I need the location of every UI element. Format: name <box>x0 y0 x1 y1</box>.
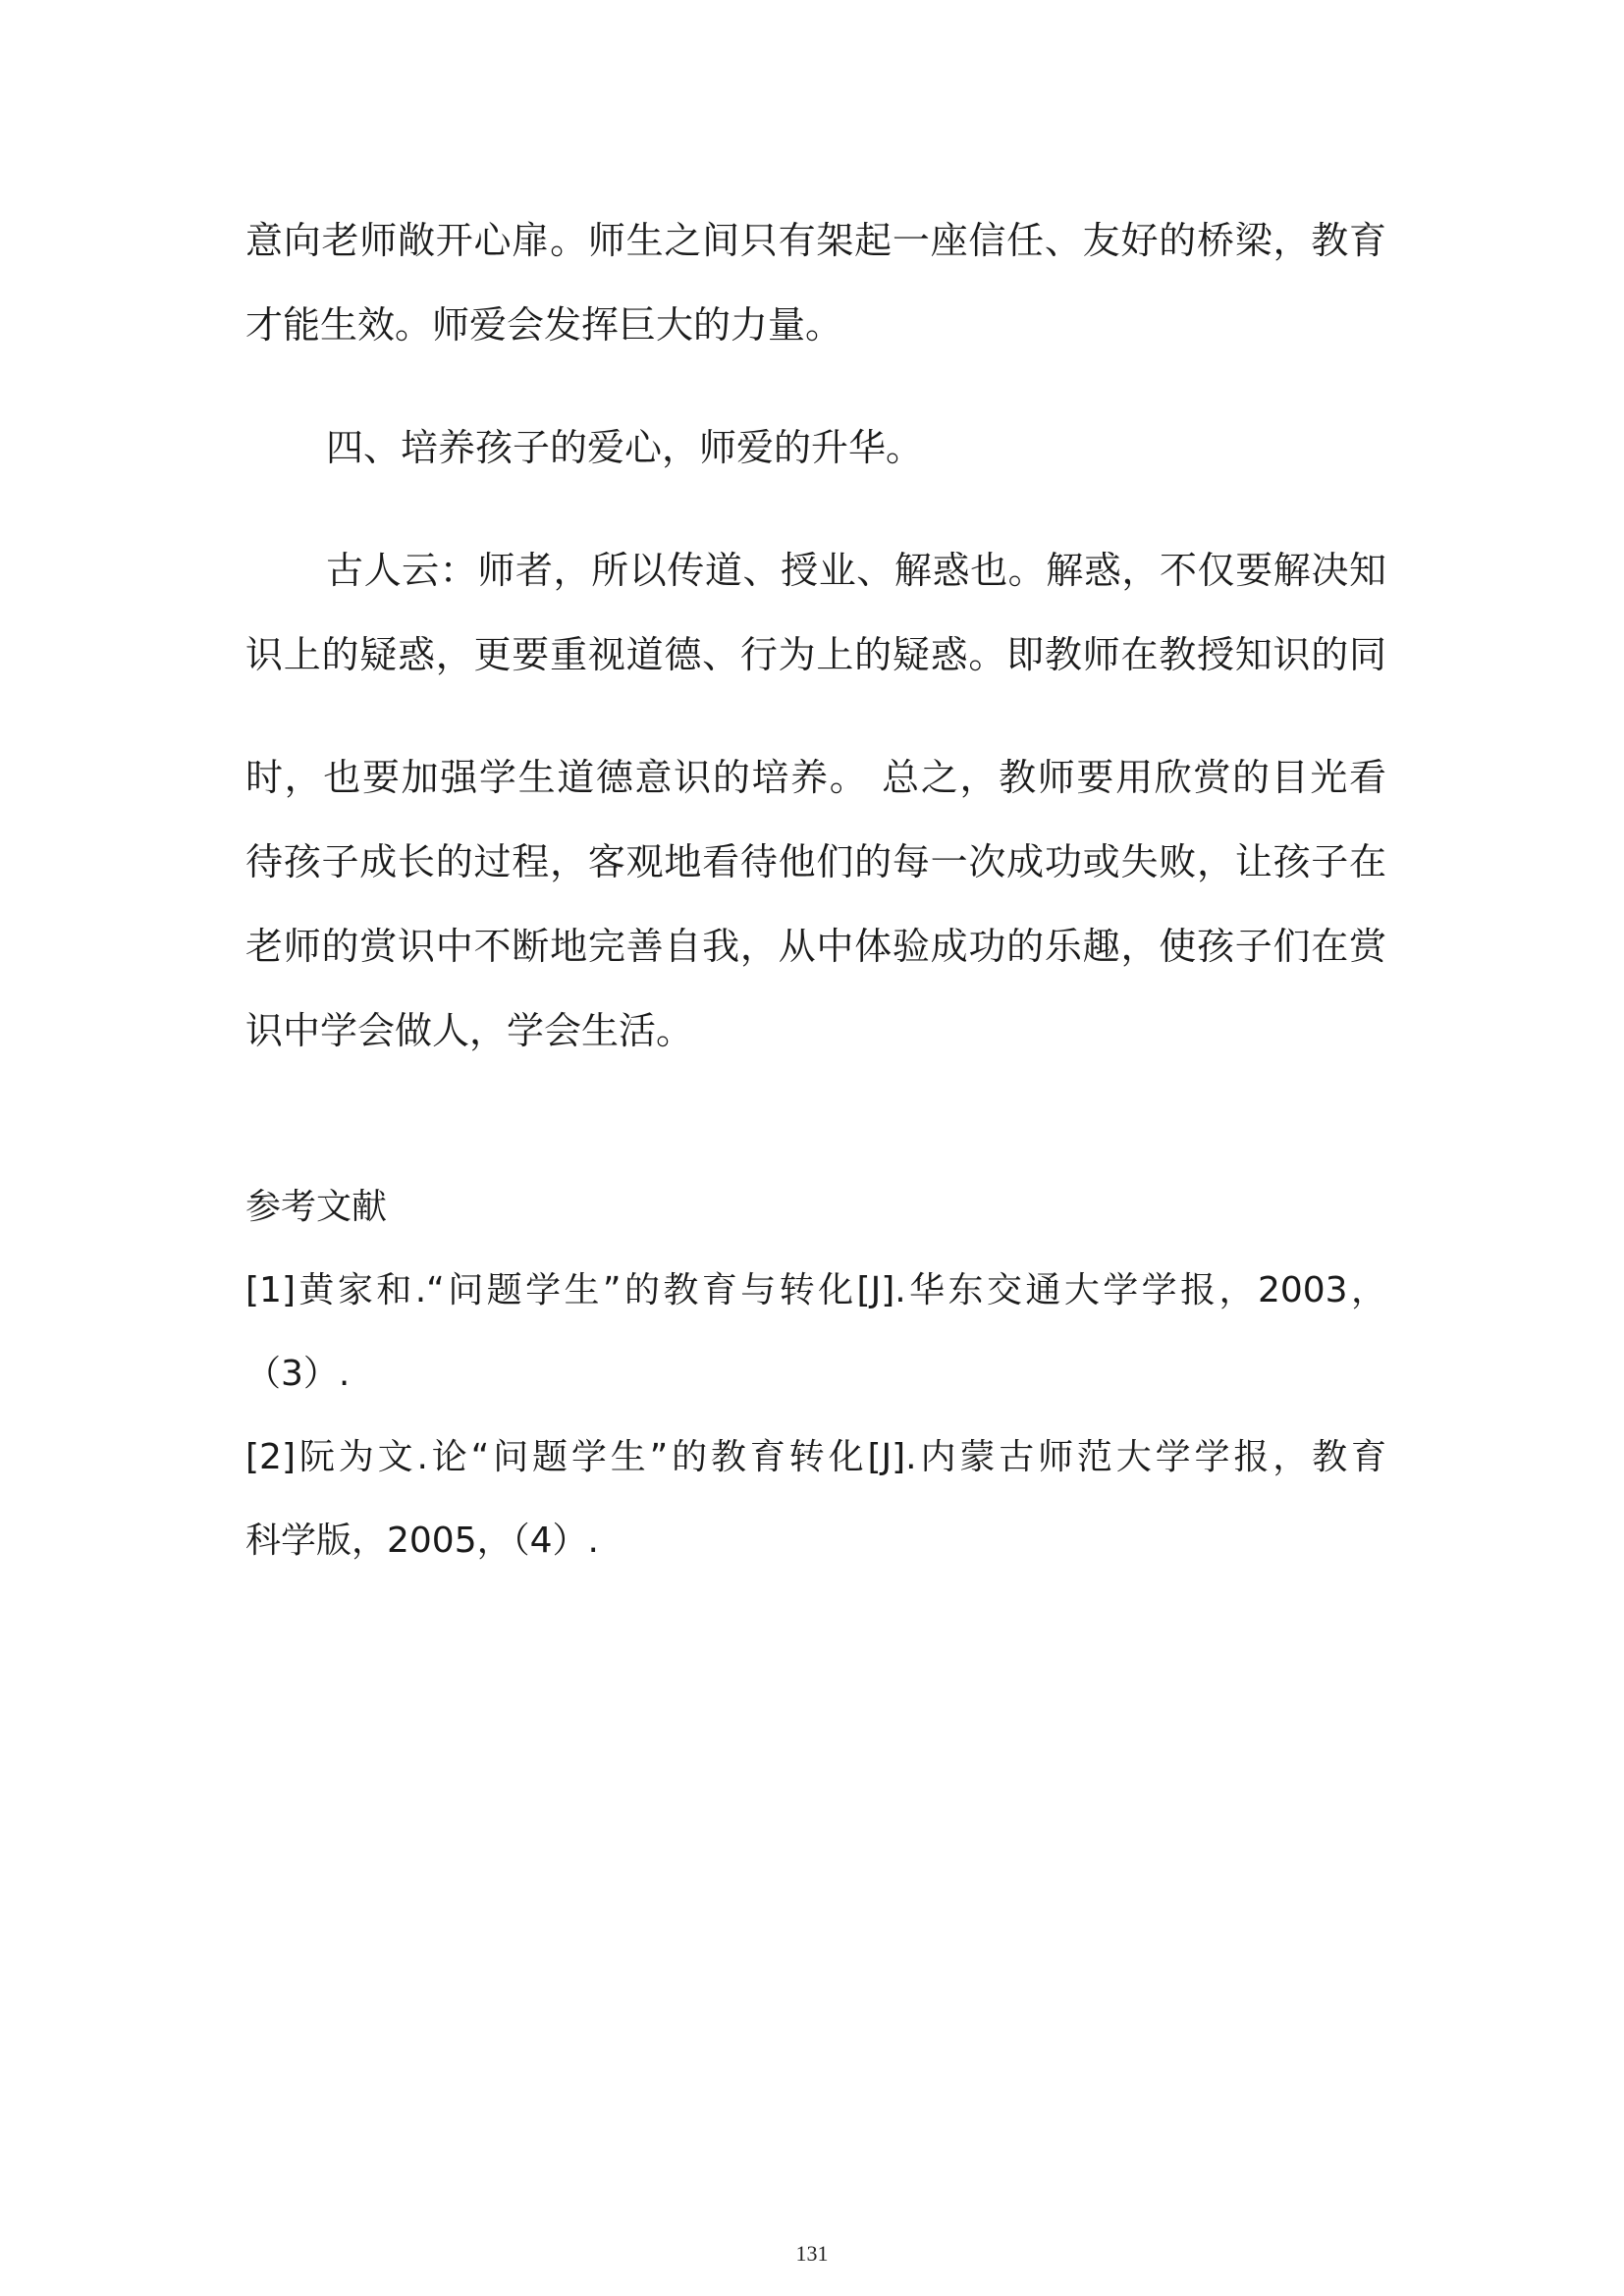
reference-2-line-2: 科学版，2005，（4）. <box>245 1521 599 1561</box>
body-line-1: 意向老师敞开心扉。师生之间只有架起一座信任、友好的桥梁，教育 <box>245 219 1386 262</box>
body-line-4: 古人云：师者，所以传道、授业、解惑也。解惑，不仅要解决知 <box>326 549 1386 592</box>
body-line-8: 老师的赏识中不断地完善自我，从中体验成功的乐趣，使孩子们在赏 <box>245 925 1386 968</box>
body-line-5: 识上的疑惑，更要重视道德、行为上的疑惑。即教师在教授知识的同 <box>245 633 1386 676</box>
body-line-6: 时，也要加强学生道德意识的培养。 总之，教师要用欣赏的目光看 <box>245 756 1386 799</box>
page-number: 131 <box>795 2241 829 2266</box>
reference-1-line-1: [1]黄家和.“问题学生”的教育与转化[J].华东交通大学学报，2003， <box>245 1270 1386 1310</box>
body-line-7: 待孩子成长的过程，客观地看待他们的每一次成功或失败，让孩子在 <box>245 840 1386 883</box>
body-line-9: 识中学会做人，学会生活。 <box>245 1009 694 1052</box>
body-line-2: 才能生效。师爱会发挥巨大的力量。 <box>245 303 843 347</box>
section-heading: 四、培养孩子的爱心，师爱的升华。 <box>326 426 924 469</box>
reference-2-line-1: [2]阮为文.论“问题学生”的教育转化[J].内蒙古师范大学学报，教育 <box>245 1437 1386 1477</box>
references-heading: 参考文献 <box>245 1187 388 1227</box>
reference-1-line-2: （3）. <box>245 1354 351 1394</box>
